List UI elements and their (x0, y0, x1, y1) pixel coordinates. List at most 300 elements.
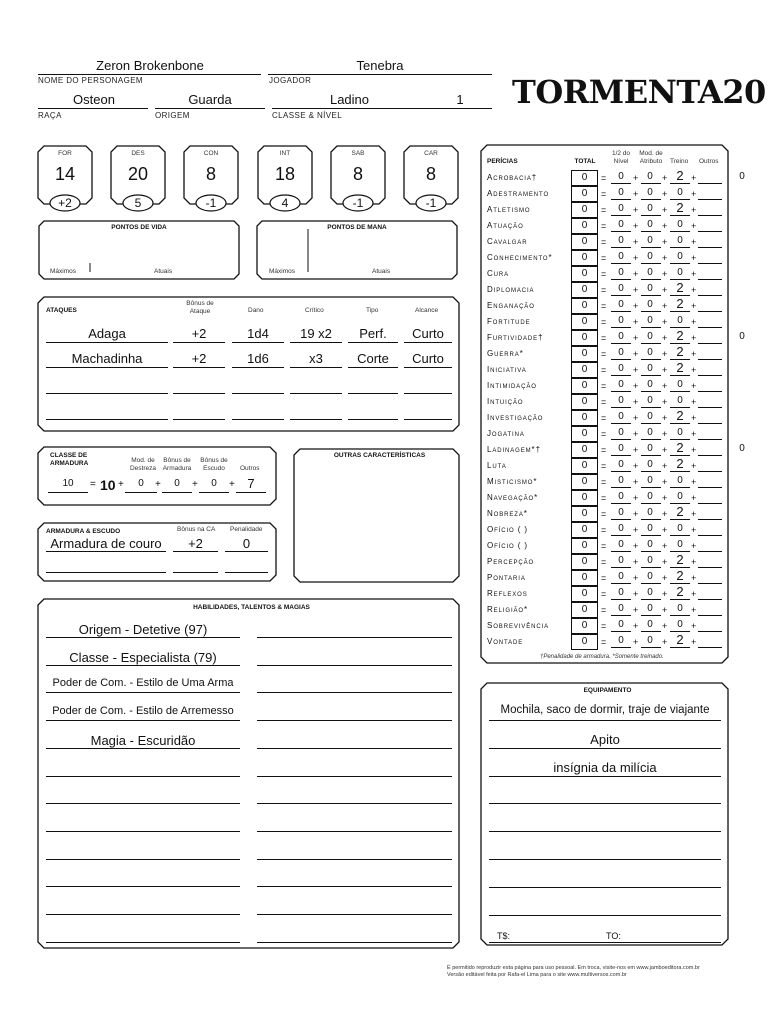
armor-penalty[interactable]: 0 (242, 536, 251, 551)
ts-label: T$: (497, 931, 511, 941)
equipment-title: EQUIPAMENTO (583, 687, 632, 694)
skill-plus: + (633, 605, 639, 615)
skill-line (611, 263, 631, 264)
ac-equals: = (90, 479, 96, 490)
ac-total[interactable]: 10 (100, 477, 116, 493)
skill-total[interactable]: 0 (581, 636, 588, 647)
skill-line (641, 647, 661, 648)
skill-line (641, 471, 661, 472)
skill-name: Acrobacia† (487, 173, 538, 182)
equipment-item[interactable]: Mochila, saco de dormir, traje de viajante (500, 704, 710, 716)
ability-item[interactable]: Origem - Detetive (97) (78, 622, 208, 637)
skill-total[interactable]: 0 (581, 524, 588, 535)
skill-half-level[interactable]: 0 (618, 315, 624, 326)
attr-value-car[interactable]: 8 (425, 164, 436, 184)
skill-training[interactable]: 0 (677, 491, 683, 502)
skill-attr-mod[interactable]: 0 (647, 219, 653, 230)
skill-training[interactable]: 0 (677, 235, 683, 246)
ability-line-right (257, 831, 452, 832)
player-name[interactable]: Tenebra (356, 58, 404, 73)
skill-half-level[interactable]: 0 (618, 411, 624, 422)
ac-base[interactable]: 10 (62, 478, 74, 489)
skill-half-level[interactable]: 0 (618, 587, 624, 598)
skill-line (641, 455, 661, 456)
skill-training[interactable]: 2 (676, 200, 684, 215)
equipment-line (489, 887, 721, 888)
ability-line-left (46, 831, 240, 832)
attr-value-int[interactable]: 18 (274, 164, 296, 184)
skill-attr-mod[interactable]: 0 (647, 635, 653, 646)
skill-line (641, 439, 661, 440)
skill-plus: + (662, 285, 668, 295)
ability-line-left (46, 859, 240, 860)
attack-cell-line (173, 393, 225, 394)
skill-total[interactable]: 0 (581, 316, 588, 327)
skill-line (670, 615, 690, 616)
attack-type[interactable]: Corte (357, 351, 389, 366)
attack-cell-line (404, 342, 452, 343)
skill-eq: = (601, 285, 607, 295)
skill-total[interactable]: 0 (581, 396, 588, 407)
attr-value-sab[interactable]: 8 (352, 164, 363, 184)
skill-half-level[interactable]: 0 (618, 635, 624, 646)
attr-mod-sab[interactable]: -1 (352, 196, 364, 210)
skill-line (641, 215, 661, 216)
skill-training[interactable]: 2 (676, 568, 684, 583)
skill-half-level[interactable]: 0 (618, 491, 624, 502)
skill-training[interactable]: 2 (676, 440, 684, 455)
skill-total[interactable]: 0 (581, 380, 588, 391)
class-value[interactable]: Ladino (329, 92, 370, 107)
skill-name: Investigação (487, 413, 544, 422)
ability-item[interactable]: Magia - Escuridão (90, 732, 196, 748)
skill-training[interactable]: 0 (677, 523, 683, 534)
attack-cell-line (404, 367, 452, 368)
skill-plus: + (662, 445, 668, 455)
ability-line-right (257, 942, 452, 943)
skill-other[interactable]: 0 (739, 171, 745, 182)
ac-other[interactable]: 7 (247, 476, 255, 491)
skill-half-level[interactable]: 0 (618, 203, 624, 214)
skill-total[interactable]: 0 (581, 268, 588, 279)
skill-attr-mod[interactable]: 0 (647, 427, 653, 438)
skill-training[interactable]: 0 (677, 475, 683, 486)
skill-eq: = (601, 381, 607, 391)
attack-cell-line (232, 342, 284, 343)
skill-line (698, 519, 722, 520)
skill-other[interactable]: 0 (739, 443, 745, 454)
skill-plus: + (662, 477, 668, 487)
skill-training[interactable]: 0 (677, 187, 683, 198)
ability-line-right (257, 692, 452, 693)
abilities-title: HABILIDADES, TALENTOS & MAGIAS (193, 604, 310, 611)
attr-mod-con[interactable]: -1 (205, 196, 217, 210)
skill-half-level[interactable]: 0 (618, 251, 624, 262)
skill-attr-mod[interactable]: 0 (647, 363, 653, 374)
skill-plus: + (633, 493, 639, 503)
skill-attr-mod[interactable]: 0 (647, 603, 653, 614)
skill-plus: + (691, 253, 697, 263)
race-value[interactable]: Osteon (73, 92, 115, 107)
skill-eq: = (601, 589, 607, 599)
skill-line (611, 391, 631, 392)
level-value[interactable]: 1 (456, 92, 464, 107)
attr-mod-car[interactable]: -1 (425, 196, 437, 210)
attr-value-des[interactable]: 20 (127, 164, 149, 184)
skill-total[interactable]: 0 (581, 508, 588, 519)
skill-plus: + (691, 189, 697, 199)
skill-line (670, 311, 690, 312)
skill-total[interactable]: 0 (581, 588, 588, 599)
skill-total[interactable]: 0 (581, 492, 588, 503)
skill-attr-mod[interactable]: 0 (647, 475, 653, 486)
skill-half-level[interactable]: 0 (618, 283, 624, 294)
skill-half-level[interactable]: 0 (618, 507, 624, 518)
skill-total[interactable]: 0 (581, 332, 588, 343)
skill-half-level[interactable]: 0 (618, 219, 624, 230)
skill-total[interactable]: 0 (581, 348, 588, 359)
skill-name: Guerra* (487, 349, 524, 358)
range-header: Alcance (415, 307, 439, 314)
ac-title-line2: ARMADURA (50, 460, 89, 467)
attack-cell-line (46, 367, 168, 368)
skill-half-level[interactable]: 0 (618, 299, 624, 310)
attr-label-des: DES (131, 150, 145, 157)
skill-training[interactable]: 2 (676, 584, 684, 599)
attack-damage[interactable]: 1d6 (247, 351, 269, 366)
skill-plus: + (662, 493, 668, 503)
skill-name: Enganação (487, 301, 535, 310)
skill-eq: = (601, 397, 607, 407)
skill-total[interactable]: 0 (581, 428, 588, 439)
attr-value-con[interactable]: 8 (205, 164, 216, 184)
attack-name[interactable]: Adaga (88, 326, 126, 341)
skill-plus: + (633, 461, 639, 471)
equipment-item[interactable]: Apito (590, 731, 620, 747)
ac-armor-bonus[interactable]: 0 (174, 478, 180, 489)
skill-training[interactable]: 2 (676, 408, 684, 423)
skill-training[interactable]: 2 (676, 360, 684, 375)
skill-eq: = (601, 173, 607, 183)
skill-attr-mod[interactable]: 0 (647, 443, 653, 454)
skill-line (698, 183, 722, 184)
skill-attr-mod[interactable]: 0 (647, 315, 653, 326)
skill-name: Cavalgar (487, 237, 528, 246)
skill-total[interactable]: 0 (581, 220, 588, 231)
skill-line (641, 551, 661, 552)
ability-line-right (257, 748, 452, 749)
hp-title: PONTOS DE VIDA (111, 224, 167, 231)
skill-training[interactable]: 0 (677, 379, 683, 390)
skill-training[interactable]: 2 (676, 328, 684, 343)
ac-shield-bonus[interactable]: 0 (211, 478, 217, 489)
skill-half-level[interactable]: 0 (618, 235, 624, 246)
mp-title: PONTOS DE MANA (327, 224, 387, 231)
skill-line (698, 471, 722, 472)
skill-plus: + (633, 237, 639, 247)
skill-total[interactable]: 0 (581, 204, 588, 215)
skill-half-level[interactable]: 0 (618, 395, 624, 406)
attack-crit[interactable]: x3 (309, 351, 323, 366)
skill-training[interactable]: 0 (677, 219, 683, 230)
skill-name: Vontade (487, 637, 524, 646)
ability-item[interactable]: Poder de Com. - Estilo de Arremesso (52, 705, 234, 718)
skill-attr-mod[interactable]: 0 (647, 187, 653, 198)
skill-total[interactable]: 0 (581, 188, 588, 199)
skill-plus: + (633, 381, 639, 391)
skill-training[interactable]: 0 (677, 251, 683, 262)
skill-plus: + (633, 333, 639, 343)
skill-attr-mod[interactable]: 0 (647, 539, 653, 550)
attr-mod-des[interactable]: 5 (134, 196, 142, 210)
skill-attr-mod[interactable]: 0 (647, 379, 653, 390)
skill-attr-mod[interactable]: 0 (647, 299, 653, 310)
skill-training[interactable]: 2 (676, 456, 684, 471)
ability-item[interactable]: Classe - Especialista (79) (69, 649, 217, 665)
skill-plus: + (662, 205, 668, 215)
attack-bonus[interactable]: +2 (191, 351, 207, 366)
skill-training[interactable]: 0 (677, 267, 683, 278)
skill-attr-mod[interactable]: 0 (647, 491, 653, 502)
skill-attr-mod[interactable]: 0 (647, 331, 653, 342)
skill-line (641, 359, 661, 360)
skill-line (611, 455, 631, 456)
skill-total[interactable]: 0 (581, 364, 588, 375)
equipment-item[interactable]: insígnia da milícia (553, 759, 657, 775)
damage-header: Dano (248, 307, 264, 314)
skill-name: Diplomacia (487, 285, 535, 294)
skill-attr-mod[interactable]: 0 (647, 523, 653, 534)
skill-total[interactable]: 0 (581, 604, 588, 615)
skill-total[interactable]: 0 (581, 476, 588, 487)
skill-training[interactable]: 2 (676, 168, 684, 183)
skill-plus: + (691, 573, 697, 583)
skill-total[interactable]: 0 (581, 284, 588, 295)
skill-plus: + (691, 413, 697, 423)
skill-attr-mod[interactable]: 0 (647, 347, 653, 358)
skill-name: Ladinagem*† (487, 445, 541, 454)
skill-name: Cura (487, 269, 510, 278)
attack-range[interactable]: Curto (412, 351, 444, 366)
skill-training[interactable]: 0 (677, 427, 683, 438)
skill-half-level[interactable]: 0 (618, 187, 624, 198)
skill-attr-mod[interactable]: 0 (647, 395, 653, 406)
ability-line-right (257, 886, 452, 887)
ability-line-left (46, 776, 240, 777)
skill-line (641, 327, 661, 328)
ability-line-right (257, 859, 452, 860)
skill-training[interactable]: 2 (676, 504, 684, 519)
skill-total[interactable]: 0 (581, 620, 588, 631)
skill-training[interactable]: 0 (677, 315, 683, 326)
skill-total[interactable]: 0 (581, 300, 588, 311)
skill-plus: + (662, 605, 668, 615)
skill-plus: + (691, 525, 697, 535)
skill-training[interactable]: 2 (676, 296, 684, 311)
attack-name[interactable]: Machadinha (71, 351, 143, 366)
skills-half-level-header: 1/2 do Nível (611, 150, 631, 165)
skill-total[interactable]: 0 (581, 236, 588, 247)
skill-line (698, 359, 722, 360)
attack-crit[interactable]: 19 x2 (300, 326, 332, 341)
skill-training[interactable]: 2 (676, 280, 684, 295)
skill-half-level[interactable]: 0 (618, 427, 624, 438)
skill-plus: + (691, 557, 697, 567)
attack-cell-line (46, 393, 168, 394)
skill-half-level[interactable]: 0 (618, 523, 624, 534)
skill-attr-mod[interactable]: 0 (647, 203, 653, 214)
skill-total[interactable]: 0 (581, 444, 588, 455)
skill-half-level[interactable]: 0 (618, 267, 624, 278)
skill-attr-mod[interactable]: 0 (647, 619, 653, 630)
skill-half-level[interactable]: 0 (618, 619, 624, 630)
skill-attr-mod[interactable]: 0 (647, 267, 653, 278)
skill-plus: + (691, 173, 697, 183)
skill-half-level[interactable]: 0 (618, 363, 624, 374)
skill-attr-mod[interactable]: 0 (647, 587, 653, 598)
character-name[interactable]: Zeron Brokenbone (96, 58, 204, 73)
skill-training[interactable]: 2 (676, 632, 684, 647)
skill-line (670, 231, 690, 232)
skill-training[interactable]: 0 (677, 395, 683, 406)
skill-plus: + (691, 541, 697, 551)
skill-plus: + (633, 621, 639, 631)
skill-half-level[interactable]: 0 (618, 379, 624, 390)
ability-line-right (257, 665, 452, 666)
skill-total[interactable]: 0 (581, 252, 588, 263)
skill-name: Conhecimento* (487, 253, 553, 262)
skill-line (670, 391, 690, 392)
skill-plus: + (633, 349, 639, 359)
skill-plus: + (662, 301, 668, 311)
skill-line (641, 567, 661, 568)
skill-line (670, 375, 690, 376)
skill-plus: + (662, 589, 668, 599)
skill-line (641, 311, 661, 312)
skill-plus: + (633, 221, 639, 231)
skills-other-header: Outros (699, 158, 719, 165)
skill-plus: + (662, 573, 668, 583)
attack-type[interactable]: Perf. (359, 326, 387, 341)
ability-line-left (46, 942, 240, 943)
skill-line (611, 215, 631, 216)
skill-line (611, 247, 631, 248)
skill-line (611, 583, 631, 584)
skill-line (641, 503, 661, 504)
skill-other[interactable]: 0 (739, 331, 745, 342)
skill-half-level[interactable]: 0 (618, 171, 624, 182)
skill-attr-mod[interactable]: 0 (647, 171, 653, 182)
skill-attr-mod[interactable]: 0 (647, 411, 653, 422)
skill-plus: + (662, 413, 668, 423)
skill-half-level[interactable]: 0 (618, 475, 624, 486)
skill-plus: + (633, 509, 639, 519)
armor-bonus[interactable]: +2 (188, 536, 203, 551)
attack-cell-line (290, 342, 342, 343)
skill-half-level[interactable]: 0 (618, 443, 624, 454)
skill-attr-mod[interactable]: 0 (647, 555, 653, 566)
attr-mod-for[interactable]: +2 (58, 196, 72, 210)
skill-name: Intimidação (487, 381, 537, 390)
skill-line (611, 327, 631, 328)
attack-bonus-header: Bônus de Ataque (186, 300, 214, 315)
skill-line (670, 423, 690, 424)
skill-attr-mod[interactable]: 0 (647, 235, 653, 246)
ac-shield-header: Bônus de Escudo (200, 457, 228, 472)
skill-training[interactable]: 0 (677, 539, 683, 550)
skill-line (611, 359, 631, 360)
skill-total[interactable]: 0 (581, 540, 588, 551)
skill-training[interactable]: 0 (677, 603, 683, 614)
ac-dex-mod[interactable]: 0 (138, 478, 144, 489)
skill-training[interactable]: 0 (677, 619, 683, 630)
ability-line-left (46, 665, 240, 666)
skill-training[interactable]: 2 (676, 344, 684, 359)
skill-eq: = (601, 605, 607, 615)
skill-half-level[interactable]: 0 (618, 603, 624, 614)
skill-half-level[interactable]: 0 (618, 459, 624, 470)
skill-plus: + (662, 637, 668, 647)
origin-value[interactable]: Guarda (188, 92, 232, 107)
ability-item[interactable]: Poder de Com. - Estilo de Uma Arma (52, 677, 234, 690)
skill-total[interactable]: 0 (581, 556, 588, 567)
armor-name[interactable]: Armadura de couro (50, 536, 162, 551)
skill-line (698, 535, 722, 536)
skill-line (641, 423, 661, 424)
mp-current-label: Atuais (372, 268, 391, 275)
skill-line (698, 455, 722, 456)
skill-half-level[interactable]: 0 (618, 539, 624, 550)
skill-eq: = (601, 189, 607, 199)
skill-plus: + (662, 429, 668, 439)
attack-damage[interactable]: 1d4 (247, 326, 269, 341)
attr-value-for[interactable]: 14 (54, 164, 76, 184)
skill-attr-mod[interactable]: 0 (647, 459, 653, 470)
skill-attr-mod[interactable]: 0 (647, 283, 653, 294)
equipment-line (489, 831, 721, 832)
skill-total[interactable]: 0 (581, 460, 588, 471)
skill-half-level[interactable]: 0 (618, 555, 624, 566)
skill-half-level[interactable]: 0 (618, 571, 624, 582)
skill-plus: + (662, 461, 668, 471)
attr-mod-int[interactable]: 4 (281, 196, 289, 210)
skill-plus: + (662, 269, 668, 279)
skill-plus: + (662, 621, 668, 631)
skill-training[interactable]: 2 (676, 552, 684, 567)
skill-half-level[interactable]: 0 (618, 347, 624, 358)
attack-bonus[interactable]: +2 (191, 326, 207, 341)
skill-line (611, 615, 631, 616)
skill-line (641, 375, 661, 376)
skill-line (611, 231, 631, 232)
skill-plus: + (662, 173, 668, 183)
skill-line (670, 247, 690, 248)
ability-line-left (46, 748, 240, 749)
attack-range[interactable]: Curto (412, 326, 444, 341)
attack-cell-line (232, 393, 284, 394)
skill-half-level[interactable]: 0 (618, 331, 624, 342)
skill-total[interactable]: 0 (581, 572, 588, 583)
skill-attr-mod[interactable]: 0 (647, 571, 653, 582)
skill-name: Furtividade† (487, 333, 544, 342)
skill-attr-mod[interactable]: 0 (647, 251, 653, 262)
skill-total[interactable]: 0 (581, 412, 588, 423)
skill-name: Sobrevivência (487, 621, 550, 630)
skill-plus: + (662, 333, 668, 343)
skill-attr-mod[interactable]: 0 (647, 507, 653, 518)
skill-total[interactable]: 0 (581, 172, 588, 183)
logo-text: TORMENTA (512, 73, 723, 111)
